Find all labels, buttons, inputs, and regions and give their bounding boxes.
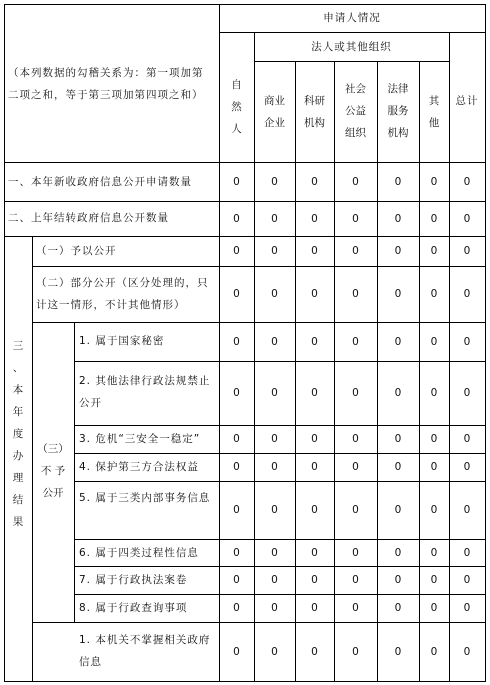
value-cell: 0 (352, 245, 359, 257)
value-cell: 0 (271, 461, 278, 473)
value-cell: 0 (430, 461, 438, 473)
value-cell: 0 (394, 461, 402, 473)
value-cell: 0 (430, 602, 438, 614)
total-header: 总计 (455, 95, 479, 107)
value-cell: 0 (352, 504, 359, 516)
value-cell: 0 (463, 546, 471, 559)
row-internal-affairs: 5. 属于三类内部事务信息 (79, 492, 211, 504)
value-cell: 0 (233, 175, 240, 188)
value-cell: 0 (430, 335, 438, 348)
value-cell: 0 (233, 461, 240, 473)
value-cell: 0 (311, 546, 318, 559)
research-header: 科研 机构 (304, 95, 325, 129)
row-query-matter: 8. 属于行政查询事项 (79, 602, 188, 614)
value-cell: 0 (311, 175, 318, 188)
row-disclosed: （一）予以公开 (36, 245, 117, 257)
value-cell: 0 (394, 645, 402, 658)
value-cell: 0 (271, 335, 278, 348)
value-cell: 0 (394, 335, 402, 348)
applicant-situation-header: 申请人情况 (323, 12, 381, 24)
value-cell: 0 (271, 175, 278, 188)
value-cell: 0 (271, 433, 278, 445)
value-cell: 0 (463, 175, 471, 188)
rule (74, 481, 485, 482)
row-three-security: 3. 危机“三安全一稳定” (79, 433, 201, 445)
other-header: 其 他 (428, 95, 440, 129)
value-cell: 0 (394, 245, 402, 257)
value-cell: 0 (430, 212, 438, 225)
value-cell: 0 (430, 546, 438, 559)
value-cell: 0 (394, 574, 402, 586)
value-cell: 0 (463, 504, 471, 516)
value-cell: 0 (430, 645, 438, 658)
row-process-info: 6. 属于四类过程性信息 (79, 547, 199, 559)
value-cell: 0 (430, 387, 438, 399)
value-cell: 0 (352, 546, 359, 559)
value-cell: 0 (311, 433, 318, 445)
value-cell: 0 (463, 387, 471, 399)
rule (32, 266, 485, 267)
row-carried-over: 二、上年结转政府信息公开数量 (8, 212, 169, 224)
value-cell: 0 (352, 288, 359, 300)
value-cell: 0 (394, 175, 402, 188)
value-cell: 0 (463, 245, 471, 257)
value-cell: 0 (394, 212, 402, 225)
rule (74, 453, 485, 454)
row-state-secret: 1. 属于国家秘密 (79, 335, 165, 347)
legal-org-header: 法人或其他组织 (311, 41, 392, 53)
value-cell: 0 (430, 245, 438, 257)
value-cell: 0 (352, 645, 359, 658)
value-cell: 0 (271, 212, 278, 225)
value-cell: 0 (311, 212, 318, 225)
rule (4, 201, 485, 202)
value-cell: 0 (271, 602, 278, 614)
value-cell: 0 (430, 433, 438, 445)
value-cell: 0 (233, 602, 240, 614)
legal-service-header: 法律 服务 机构 (387, 83, 409, 139)
rule (74, 361, 485, 362)
value-cell: 0 (311, 461, 318, 473)
rule (4, 236, 485, 237)
value-cell: 0 (394, 602, 402, 614)
value-cell: 0 (233, 574, 240, 586)
rule (32, 322, 485, 323)
value-cell: 0 (394, 504, 402, 516)
commercial-header: 商业 企业 (264, 95, 285, 129)
rule (74, 566, 485, 567)
value-cell: 0 (394, 433, 402, 445)
value-cell: 0 (352, 335, 359, 348)
value-cell: 0 (352, 212, 359, 225)
value-cell: 0 (271, 288, 278, 300)
value-cell: 0 (430, 288, 438, 300)
value-cell: 0 (271, 387, 278, 399)
rule (74, 594, 485, 595)
value-cell: 0 (311, 504, 318, 516)
value-cell: 0 (233, 546, 240, 559)
value-cell: 0 (271, 574, 278, 586)
not-disclosed-group-label: （三） 不 予 公开 (37, 443, 69, 499)
value-cell: 0 (311, 245, 318, 257)
value-cell: 0 (233, 433, 240, 445)
rule (4, 681, 485, 682)
value-cell: 0 (311, 387, 318, 399)
value-cell: 0 (233, 245, 240, 257)
value-cell: 0 (311, 602, 318, 614)
value-cell: 0 (352, 387, 359, 399)
value-cell: 0 (271, 645, 278, 658)
value-cell: 0 (311, 288, 318, 300)
value-cell: 0 (430, 504, 438, 516)
value-cell: 0 (271, 245, 278, 257)
value-cell: 0 (352, 433, 359, 445)
value-cell: 0 (463, 602, 471, 614)
value-cell: 0 (233, 212, 240, 225)
rule (219, 32, 485, 33)
value-cell: 0 (233, 288, 240, 300)
column-note: （本列数据的勾稽关系为：第一项加第二项之和，等于第三项加第四项之和） (8, 67, 204, 101)
row-third-party: 4. 保护第三方合法权益 (79, 461, 199, 473)
value-cell: 0 (311, 335, 318, 348)
rule (74, 539, 485, 540)
row-partial-disclosure: （二）部分公开（区分处理的，只计这一情形，不计其他情形） (36, 277, 209, 311)
rule (485, 4, 486, 682)
row-not-held: 1. 本机关不掌握相关政府信息 (79, 634, 211, 668)
value-cell: 0 (311, 574, 318, 586)
value-cell: 0 (233, 504, 240, 516)
rule (74, 425, 485, 426)
row-law-prohibited: 2. 其他法律行政法规禁止公开 (79, 375, 211, 409)
value-cell: 0 (311, 645, 318, 658)
value-cell: 0 (463, 574, 471, 586)
value-cell: 0 (352, 574, 359, 586)
value-cell: 0 (394, 387, 402, 399)
value-cell: 0 (394, 546, 402, 559)
row-enforcement-file: 7. 属于行政执法案卷 (79, 574, 188, 586)
value-cell: 0 (463, 461, 471, 473)
value-cell: 0 (463, 335, 471, 348)
rule (32, 622, 485, 623)
value-cell: 0 (352, 175, 359, 188)
social-header: 社会 公益 组织 (345, 83, 366, 139)
value-cell: 0 (430, 175, 438, 188)
value-cell: 0 (352, 461, 359, 473)
value-cell: 0 (430, 574, 438, 586)
value-cell: 0 (233, 387, 240, 399)
value-cell: 0 (394, 288, 402, 300)
rule (4, 162, 485, 163)
value-cell: 0 (271, 504, 278, 516)
value-cell: 0 (463, 645, 471, 658)
value-cell: 0 (463, 288, 471, 300)
value-cell: 0 (271, 546, 278, 559)
value-cell: 0 (233, 335, 240, 348)
section-three-label: 三 、 本 年 度 办 理 结 果 (12, 340, 24, 528)
value-cell: 0 (463, 433, 471, 445)
value-cell: 0 (233, 645, 240, 658)
natural-person-header: 自 然 人 (231, 79, 242, 135)
value-cell: 0 (463, 212, 471, 225)
row-new-applications: 一、本年新收政府信息公开申请数量 (8, 176, 192, 188)
value-cell: 0 (352, 602, 359, 614)
rule (74, 322, 75, 622)
rule (4, 4, 485, 5)
